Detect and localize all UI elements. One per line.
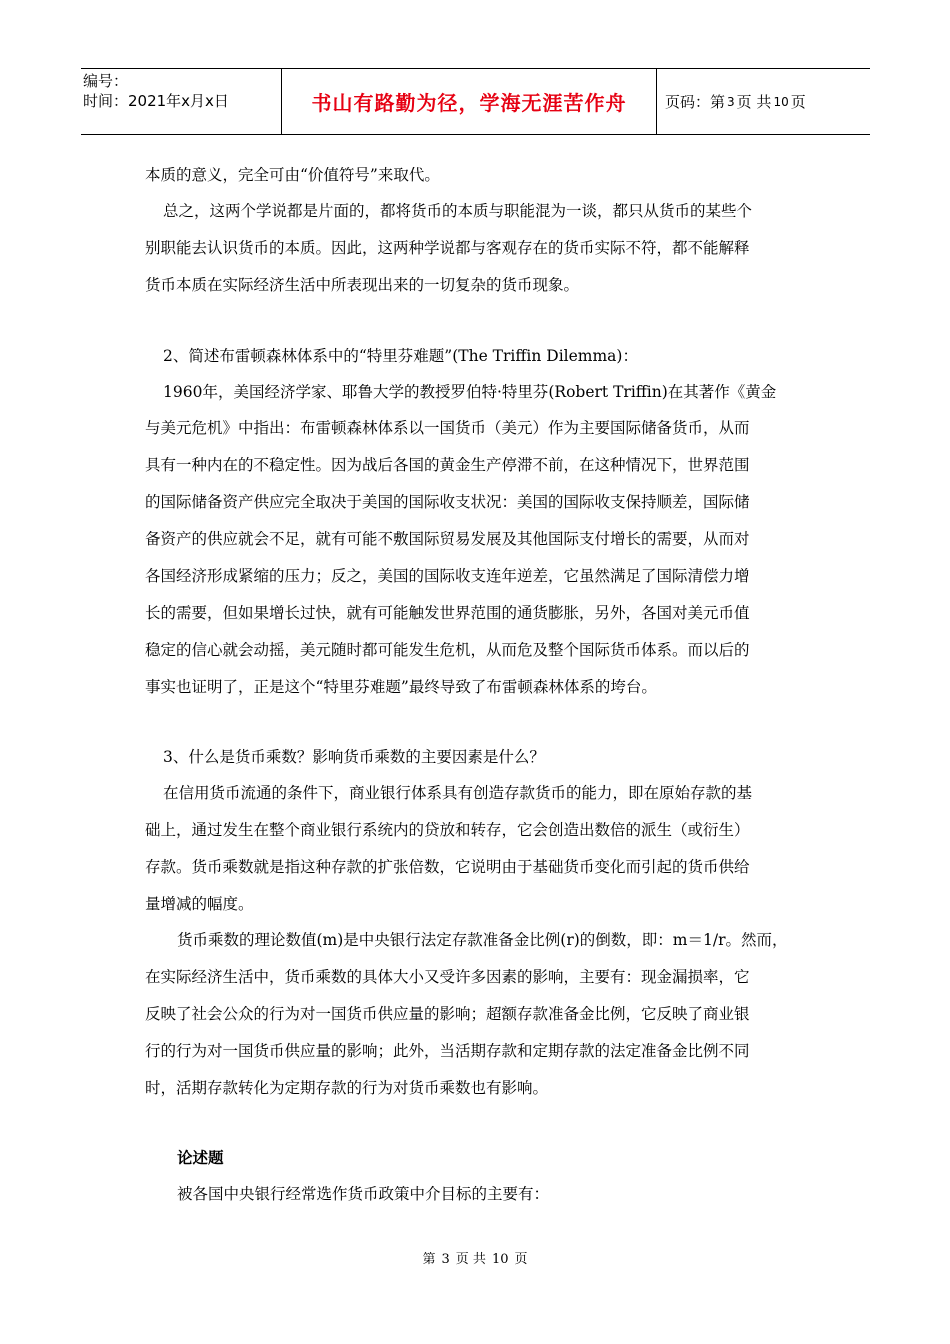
paragraph-line: 被各国中央银行经常选作货币政策中介目标的主要有：: [177, 1185, 550, 1203]
footer-total: 10: [491, 1252, 509, 1267]
paragraph-line: 存款。货币乘数就是指这种存款的扩张倍数，它说明由于基础货币变化而引起的货币供给: [145, 858, 750, 876]
page-current: 3: [727, 94, 735, 109]
paragraph-line: 行的行为对一国货币供应量的影响；此外，当活期存款和定期存款的法定准备金比例不同: [145, 1042, 750, 1060]
paragraph-line: 稳定的信心就会动摇，美元随时都可能发生危机，从而危及整个国际货币体系。而以后的: [145, 641, 750, 659]
paragraph-line: 长的需要，但如果增长过快，就有可能触发世界范围的通货膨胀，另外，各国对美元币值: [145, 604, 750, 622]
paragraph-line: 具有一种内在的不稳定性。因为战后各国的黄金生产停滞不前，在这种情况下，世界范围: [145, 456, 750, 474]
paragraph-line: 础上，通过发生在整个商业银行系统内的贷放和转存，它会创造出数倍的派生（或衍生）: [145, 821, 750, 839]
paragraph-line: 货币乘数的理论数值(m)是中央银行法定存款准备金比例(r)的倒数，即：m＝1/r。然而，: [177, 931, 788, 949]
paragraph-line: 的国际储备资产供应完全取决于美国的国际收支状况：美国的国际收支保持顺差，国际储: [145, 493, 750, 511]
paragraph-line: 与美元危机》中指出：布雷顿森林体系以一国货币（美元）作为主要国际储备货币，从而: [145, 419, 750, 437]
paragraph-line: 货币本质在实际经济生活中所表现出来的一切复杂的货币现象。: [145, 276, 580, 294]
paragraph-line: 时，活期存款转化为定期存款的行为对货币乘数也有影响。: [145, 1079, 549, 1097]
page-mid: 页 共: [736, 93, 772, 111]
footer-current: 3: [441, 1252, 450, 1267]
document-number-label: 编号：: [83, 72, 129, 90]
paragraph-line: 别职能去认识货币的本质。因此，这两种学说都与客观存在的货币实际不符，都不能解释: [145, 239, 750, 257]
header-info-cell: [81, 69, 282, 134]
question-heading: 2、简述布雷顿森林体系中的“特里芬难题”(The Triffin Dilemma)：: [163, 347, 638, 365]
paragraph-line: 总之，这两个学说都是片面的，都将货币的本质与职能混为一谈，都只从货币的某些个: [163, 202, 753, 220]
paragraph-line: 反映了社会公众的行为对一国货币供应量的影响；超额存款准备金比例，它反映了商业银: [145, 1005, 750, 1023]
paragraph-line: 在实际经济生活中，货币乘数的具体大小又受许多因素的影响，主要有：现金漏损率，它: [145, 968, 750, 986]
document-time-label: 时间：2021年x月x日: [83, 92, 229, 110]
page-footer: [0, 1248, 950, 1267]
page-total: 10: [773, 94, 789, 109]
paragraph-line: 各国经济形成紧缩的压力；反之，美国的国际收支连年逆差，它虽然满足了国际清偿力增: [145, 567, 750, 585]
header-motto-cell: [282, 69, 657, 134]
paragraph-line: 备资产的供应就会不足，就有可能不敷国际贸易发展及其他国际支付增长的需要，从而对: [145, 530, 750, 548]
page-suffix: 页: [790, 93, 806, 111]
footer-mid: 页 共: [455, 1252, 486, 1267]
paragraph-line: 1960年，美国经济学家、耶鲁大学的教授罗伯特·特里芬(Robert Triffin)在其著作《黄金: [163, 383, 777, 401]
paragraph-line: 本质的意义，完全可由“价值符号”来取代。: [145, 166, 440, 184]
header-motto: 书山有路勤为径，学海无涯苦作舟: [311, 91, 627, 115]
section-heading: 论述题: [177, 1148, 224, 1167]
header-page-cell: [657, 69, 870, 134]
question-heading: 3、什么是货币乘数？影响货币乘数的主要因素是什么？: [163, 748, 545, 766]
footer-prefix: 第: [422, 1252, 436, 1267]
page-prefix: 页码：第: [665, 93, 726, 111]
page-header: [81, 68, 870, 135]
footer-suffix: 页: [514, 1252, 528, 1267]
paragraph-line: 事实也证明了，正是这个“特里芬难题”最终导致了布雷顿森林体系的垮台。: [145, 678, 657, 696]
paragraph-line: 量增减的幅度。: [145, 895, 254, 913]
paragraph-line: 在信用货币流通的条件下，商业银行体系具有创造存款货币的能力，即在原始存款的基: [163, 784, 753, 802]
